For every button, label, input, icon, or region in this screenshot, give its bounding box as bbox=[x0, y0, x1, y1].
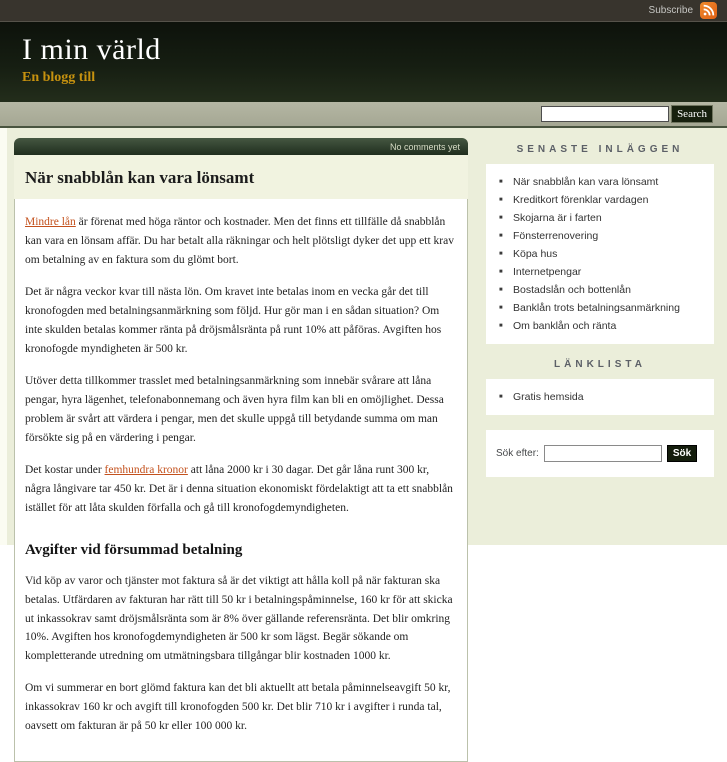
sidebar-search-widget bbox=[486, 430, 714, 477]
top-bar bbox=[0, 0, 727, 22]
post-paragraph: Det är några veckor kvar till nästa lön. Om kravet inte betalas inom en vecka går det till kronofogden med betalningsanmärkning som följd. Hur gör man i en sådan situation? Om inte skulden betalas kommer ränta på dröjsmålsränta på runt 10% att påföras. Avgiften hos kronofogde myndigheten är 500 kr. bbox=[25, 285, 442, 355]
paragraph-text: Det kostar under bbox=[25, 463, 105, 476]
site-header bbox=[0, 22, 727, 102]
header-search-bar bbox=[0, 102, 727, 128]
post-paragraph bbox=[25, 213, 457, 270]
list-item bbox=[498, 209, 702, 227]
sidebar bbox=[486, 138, 714, 545]
mindre-lan-link[interactable]: Mindre lån bbox=[25, 216, 76, 228]
recent-post-link[interactable]: Om banklån och ränta bbox=[513, 320, 617, 332]
blogroll-link[interactable]: Gratis hemsida bbox=[513, 391, 584, 403]
recent-post-link[interactable]: När snabblån kan vara lönsamt bbox=[513, 176, 659, 188]
list-item bbox=[498, 245, 702, 263]
header-search-button[interactable]: Search bbox=[671, 105, 713, 123]
comments-bar bbox=[14, 138, 468, 155]
paragraph-text: att låna 2000 kr i 30 dagar. Det går låna runt 300 kr, några långivare tar 450 kr. Det är i denna situation ekonomiskt fördelaktigt att ta ett snabblån istället för att låta skulden förfalla och gå till kronofogdemyndigheten. bbox=[25, 463, 453, 514]
list-item bbox=[498, 281, 702, 299]
post-body bbox=[14, 199, 468, 762]
header-search-input[interactable] bbox=[541, 106, 669, 122]
recent-post-link[interactable]: Fönsterrenovering bbox=[513, 230, 599, 242]
no-comments-link[interactable]: No comments yet bbox=[389, 141, 460, 152]
recent-post-link[interactable]: Köpa hus bbox=[513, 248, 558, 260]
list-item bbox=[498, 173, 702, 191]
post-title[interactable]: När snabblån kan vara lönsamt bbox=[25, 168, 255, 187]
sidebar-search-label: Sök efter: bbox=[496, 448, 539, 459]
recent-post-link[interactable]: Banklån trots betalningsanmärkning bbox=[513, 302, 680, 314]
post-paragraph bbox=[25, 461, 457, 518]
recent-post-link[interactable]: Bostadslån och bottenlån bbox=[513, 284, 631, 296]
post-paragraph: Om vi summerar en bort glömd faktura kan det bli aktuellt att betala påminnelseavgift 50 kr, inkassokrav 160 kr och avgift till kronofogden 500 kr. Det blir 710 kr i avgifter i runda tal, oavsett om fakturan är på 50 kr eller 100 000 kr. bbox=[25, 682, 451, 733]
paragraph-text: är förenat med höga räntor och kostnader. Men det finns ett tillfälle då snabblån kan vara en lönsam affär. Du har betalt alla räkningar och helt plötsligt dyker det upp ett krav om betalning av en faktura som du glömt bort. bbox=[25, 216, 454, 266]
sidebar-search-input[interactable] bbox=[544, 445, 662, 462]
post-paragraph: Vid köp av varor och tjänster mot faktura så är det viktigt att hålla koll på när fakturan ska betalas. Utfärdaren av fakturan har rätt till 50 kr i betalningspåminnelse, 160 kr för att skicka ut inkassokrav samt dröjsmålsränta som är 8% över gällande referensränta. Det blir omkring 10%. Avgiften hos kronofogdemyndigheten är 500 kr som lägst. Begär sökande om kompletterande utredning om utmätningsbara tillgångar blir kostnaden 1000 kr. bbox=[25, 574, 453, 663]
content-area bbox=[0, 128, 727, 733]
subscribe-link[interactable]: Subscribe bbox=[648, 5, 693, 16]
link-list bbox=[498, 388, 702, 406]
list-item bbox=[498, 299, 702, 317]
recent-posts-widget bbox=[486, 164, 714, 344]
rss-icon[interactable] bbox=[700, 2, 717, 19]
sidebar-search-button[interactable]: Sök bbox=[667, 445, 697, 462]
recent-post-link[interactable]: Skojarna är i farten bbox=[513, 212, 602, 224]
recent-post-link[interactable]: Internetpengar bbox=[513, 266, 582, 278]
recent-post-link[interactable]: Kreditkort förenklar vardagen bbox=[513, 194, 649, 206]
main-column bbox=[14, 138, 468, 733]
link-list-heading: LÄNKLISTA bbox=[554, 359, 646, 370]
post-paragraph: Utöver detta tillkommer trasslet med betalningsanmärkning som innebär svårare att låna pengar, hyra lägenhet, telefonabonnemang och även hyra film kan bli en omöjlighet. Dessa problem är svårt att värdera i pengar, men det skulle uppgå till betydande summa om man försökte sig på en värdering i pengar. bbox=[25, 374, 444, 444]
post-subheading: Avgifter vid försummad betalning bbox=[25, 541, 243, 558]
femhundra-kronor-link[interactable]: femhundra kronor bbox=[104, 463, 188, 476]
list-item bbox=[498, 388, 702, 406]
site-tagline: En blogg till bbox=[22, 70, 96, 85]
list-item bbox=[498, 227, 702, 245]
recent-posts-list bbox=[498, 173, 702, 335]
recent-posts-heading: SENASTE INLÄGGEN bbox=[516, 144, 684, 155]
list-item bbox=[498, 191, 702, 209]
site-title[interactable]: I min värld bbox=[22, 33, 161, 66]
list-item bbox=[498, 317, 702, 335]
link-list-widget bbox=[486, 379, 714, 415]
post-header bbox=[14, 155, 468, 199]
list-item bbox=[498, 263, 702, 281]
